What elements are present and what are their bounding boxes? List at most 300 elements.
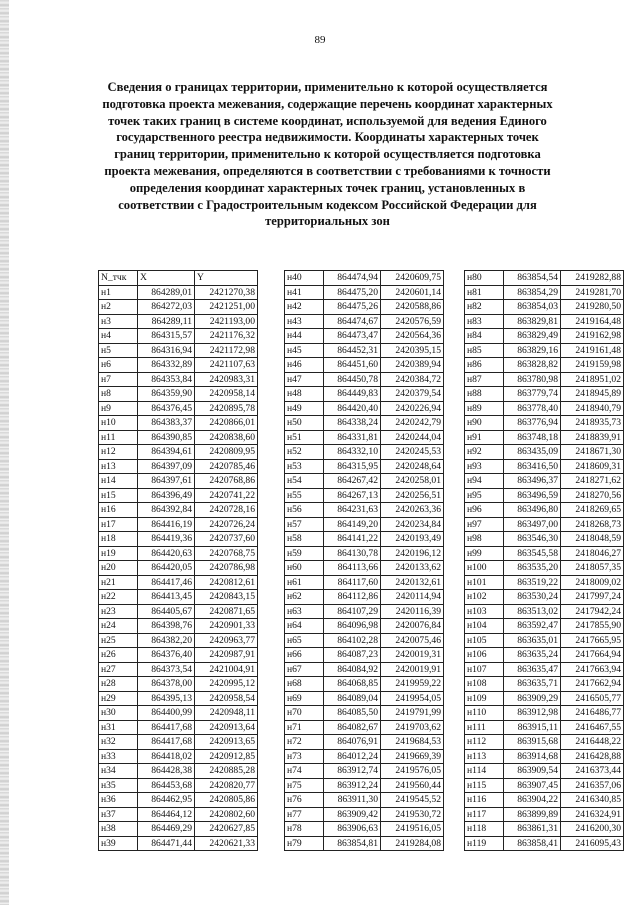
cell-x: 863778,40: [504, 401, 561, 416]
cell-x: 864416,19: [138, 517, 195, 532]
cell-x: 864102,28: [324, 633, 381, 648]
cell-x: 863829,49: [504, 329, 561, 344]
cell-y: 2420601,14: [381, 285, 444, 300]
cell-point-number: н72: [285, 735, 324, 750]
cell-point-number: н27: [99, 662, 138, 677]
cell-y: 2420193,49: [381, 532, 444, 547]
cell-point-number: н105: [465, 633, 504, 648]
cell-point-number: н54: [285, 474, 324, 489]
cell-y: 2421004,91: [195, 662, 258, 677]
cell-x: 863909,42: [324, 807, 381, 822]
cell-point-number: н94: [465, 474, 504, 489]
cell-x: 864475,26: [324, 300, 381, 315]
table-row: [99, 822, 258, 837]
table-row: [99, 300, 258, 315]
cell-x: 864332,89: [138, 358, 195, 373]
table-row: [465, 503, 624, 518]
cell-point-number: н31: [99, 720, 138, 735]
table-row: [465, 387, 624, 402]
table-row: [99, 430, 258, 445]
cell-point-number: н5: [99, 343, 138, 358]
cell-point-number: н118: [465, 822, 504, 837]
table-row: [99, 720, 258, 735]
table-row: [285, 358, 444, 373]
cell-point-number: н95: [465, 488, 504, 503]
cell-point-number: н56: [285, 503, 324, 518]
cell-y: 2419791,99: [381, 706, 444, 721]
table-row: [465, 575, 624, 590]
table-row: [465, 619, 624, 634]
cell-point-number: н41: [285, 285, 324, 300]
cell-point-number: н8: [99, 387, 138, 402]
cell-point-number: н36: [99, 793, 138, 808]
cell-y: 2420768,86: [195, 474, 258, 489]
table-row: [99, 532, 258, 547]
cell-x: 863899,89: [504, 807, 561, 822]
cell-x: 864453,68: [138, 778, 195, 793]
cell-y: 2420075,46: [381, 633, 444, 648]
cell-y: 2418057,35: [561, 561, 624, 576]
cell-x: 864076,91: [324, 735, 381, 750]
coordinates-table-2-wrap: [284, 270, 444, 851]
table-row: [465, 532, 624, 547]
table-row: [465, 285, 624, 300]
table-row: [285, 474, 444, 489]
coordinates-table-3-wrap: [464, 270, 624, 851]
cell-x: 864332,10: [324, 445, 381, 460]
table-row: [465, 314, 624, 329]
table-row: [99, 793, 258, 808]
cell-point-number: н24: [99, 619, 138, 634]
table-row: [99, 633, 258, 648]
table-row: [465, 764, 624, 779]
cell-point-number: н9: [99, 401, 138, 416]
coordinates-table-1: [98, 270, 258, 851]
table-row: [465, 662, 624, 677]
cell-y: 2417662,94: [561, 677, 624, 692]
table-row: [285, 561, 444, 576]
cell-x: 864449,83: [324, 387, 381, 402]
cell-point-number: н70: [285, 706, 324, 721]
cell-y: 2420234,84: [381, 517, 444, 532]
cell-x: 864396,49: [138, 488, 195, 503]
cell-x: 864331,81: [324, 430, 381, 445]
table-row: [99, 474, 258, 489]
cell-y: 2419282,88: [561, 271, 624, 286]
cell-x: 863912,74: [324, 764, 381, 779]
table-row: [285, 619, 444, 634]
cell-y: 2420196,12: [381, 546, 444, 561]
cell-y: 2420913,65: [195, 735, 258, 750]
cell-x: 864373,54: [138, 662, 195, 677]
table-row: [99, 285, 258, 300]
cell-point-number: н40: [285, 271, 324, 286]
cell-point-number: н14: [99, 474, 138, 489]
cell-point-number: н18: [99, 532, 138, 547]
cell-x: 864419,36: [138, 532, 195, 547]
cell-point-number: н91: [465, 430, 504, 445]
cell-y: 2420866,01: [195, 416, 258, 431]
cell-point-number: н84: [465, 329, 504, 344]
cell-point-number: н81: [465, 285, 504, 300]
cell-x: 863907,45: [504, 778, 561, 793]
cell-x: 864087,23: [324, 648, 381, 663]
cell-x: 864394,61: [138, 445, 195, 460]
cell-y: 2420019,91: [381, 662, 444, 677]
table-row: [465, 372, 624, 387]
cell-point-number: н92: [465, 445, 504, 460]
cell-y: 2416486,77: [561, 706, 624, 721]
cell-point-number: н30: [99, 706, 138, 721]
cell-point-number: н44: [285, 329, 324, 344]
cell-x: 863496,59: [504, 488, 561, 503]
cell-x: 864417,68: [138, 735, 195, 750]
cell-y: 2421270,38: [195, 285, 258, 300]
cell-x: 863914,68: [504, 749, 561, 764]
cell-x: 864397,61: [138, 474, 195, 489]
cell-x: 864359,90: [138, 387, 195, 402]
cell-point-number: н87: [465, 372, 504, 387]
table-row: [99, 648, 258, 663]
cell-x: 863906,63: [324, 822, 381, 837]
cell-point-number: н106: [465, 648, 504, 663]
cell-y: 2416095,43: [561, 836, 624, 851]
cell-point-number: н10: [99, 416, 138, 431]
cell-point-number: н50: [285, 416, 324, 431]
cell-y: 2420627,85: [195, 822, 258, 837]
table-row: [285, 590, 444, 605]
cell-point-number: н108: [465, 677, 504, 692]
cell-y: 2418269,65: [561, 503, 624, 518]
cell-point-number: н1: [99, 285, 138, 300]
cell-y: 2418945,89: [561, 387, 624, 402]
cell-point-number: н76: [285, 793, 324, 808]
cell-x: 864378,00: [138, 677, 195, 692]
cell-y: 2416467,55: [561, 720, 624, 735]
cell-y: 2420132,61: [381, 575, 444, 590]
cell-y: 2417942,24: [561, 604, 624, 619]
cell-point-number: н39: [99, 836, 138, 851]
cell-x: 863861,31: [504, 822, 561, 837]
cell-point-number: н20: [99, 561, 138, 576]
cell-x: 863912,98: [504, 706, 561, 721]
cell-x: 864376,45: [138, 401, 195, 416]
cell-x: 864420,40: [324, 401, 381, 416]
table-row: [285, 459, 444, 474]
cell-point-number: н26: [99, 648, 138, 663]
table-row: [285, 749, 444, 764]
table-row: [99, 561, 258, 576]
cell-y: 2421176,32: [195, 329, 258, 344]
cell-point-number: н53: [285, 459, 324, 474]
cell-y: 2420768,75: [195, 546, 258, 561]
cell-point-number: н111: [465, 720, 504, 735]
cell-x: 864474,94: [324, 271, 381, 286]
cell-point-number: н19: [99, 546, 138, 561]
cell-x: 863545,58: [504, 546, 561, 561]
cell-y: 2420786,98: [195, 561, 258, 576]
cell-point-number: н34: [99, 764, 138, 779]
cell-point-number: н101: [465, 575, 504, 590]
cell-x: 864084,92: [324, 662, 381, 677]
cell-point-number: н114: [465, 764, 504, 779]
cell-x: 863635,24: [504, 648, 561, 663]
cell-point-number: н66: [285, 648, 324, 663]
cell-point-number: н21: [99, 575, 138, 590]
cell-y: 2420963,77: [195, 633, 258, 648]
cell-x: 864405,67: [138, 604, 195, 619]
cell-x: 864315,95: [324, 459, 381, 474]
cell-y: 2420133,62: [381, 561, 444, 576]
table-row: [465, 590, 624, 605]
cell-y: 2420737,60: [195, 532, 258, 547]
cell-x: 864113,66: [324, 561, 381, 576]
table-row: [465, 445, 624, 460]
table-row: [285, 836, 444, 851]
table-row: [465, 488, 624, 503]
cell-point-number: н88: [465, 387, 504, 402]
cell-x: 863435,09: [504, 445, 561, 460]
table-row: [465, 778, 624, 793]
cell-point-number: н57: [285, 517, 324, 532]
table-row: [99, 706, 258, 721]
cell-point-number: н75: [285, 778, 324, 793]
cell-point-number: н22: [99, 590, 138, 605]
cell-x: 864451,60: [324, 358, 381, 373]
table-row: [465, 807, 624, 822]
cell-x: 863858,41: [504, 836, 561, 851]
table-row: [285, 662, 444, 677]
header-y: Y: [195, 271, 258, 286]
cell-point-number: н113: [465, 749, 504, 764]
cell-point-number: н67: [285, 662, 324, 677]
cell-y: 2418271,62: [561, 474, 624, 489]
cell-y: 2421193,00: [195, 314, 258, 329]
cell-point-number: н90: [465, 416, 504, 431]
cell-x: 864417,46: [138, 575, 195, 590]
cell-x: 864353,84: [138, 372, 195, 387]
cell-y: 2418671,30: [561, 445, 624, 460]
cell-y: 2420785,46: [195, 459, 258, 474]
cell-point-number: н37: [99, 807, 138, 822]
cell-x: 864475,20: [324, 285, 381, 300]
table-row: [99, 445, 258, 460]
cell-x: 864149,20: [324, 517, 381, 532]
cell-y: 2420256,51: [381, 488, 444, 503]
cell-y: 2420958,54: [195, 691, 258, 706]
cell-x: 863829,16: [504, 343, 561, 358]
table-row: [99, 590, 258, 605]
cell-point-number: н23: [99, 604, 138, 619]
cell-x: 863635,01: [504, 633, 561, 648]
cell-x: 864418,02: [138, 749, 195, 764]
cell-y: 2420726,24: [195, 517, 258, 532]
cell-x: 863915,68: [504, 735, 561, 750]
table-row: [285, 271, 444, 286]
table-row: [285, 648, 444, 663]
table-row: [465, 430, 624, 445]
table-row: [285, 387, 444, 402]
cell-x: 863635,71: [504, 677, 561, 692]
cell-x: 864392,84: [138, 503, 195, 518]
cell-x: 864383,37: [138, 416, 195, 431]
cell-x: 863496,80: [504, 503, 561, 518]
cell-point-number: н4: [99, 329, 138, 344]
cell-y: 2418270,56: [561, 488, 624, 503]
cell-point-number: н60: [285, 561, 324, 576]
cell-point-number: н71: [285, 720, 324, 735]
cell-y: 2420809,95: [195, 445, 258, 460]
table-row: [285, 575, 444, 590]
cell-point-number: н61: [285, 575, 324, 590]
table-row: [99, 764, 258, 779]
scan-edge: [0, 0, 9, 905]
cell-y: 2416373,44: [561, 764, 624, 779]
table-row: [99, 517, 258, 532]
cell-y: 2420019,31: [381, 648, 444, 663]
cell-point-number: н78: [285, 822, 324, 837]
table-row: [99, 662, 258, 677]
cell-point-number: н42: [285, 300, 324, 315]
cell-x: 863915,11: [504, 720, 561, 735]
cell-x: 864112,86: [324, 590, 381, 605]
cell-x: 864382,20: [138, 633, 195, 648]
table-row: [465, 343, 624, 358]
cell-x: 864452,31: [324, 343, 381, 358]
cell-x: 863854,81: [324, 836, 381, 851]
cell-y: 2419159,98: [561, 358, 624, 373]
cell-x: 863546,30: [504, 532, 561, 547]
cell-x: 863911,30: [324, 793, 381, 808]
cell-x: 863497,00: [504, 517, 561, 532]
table-row: [99, 749, 258, 764]
cell-point-number: н77: [285, 807, 324, 822]
cell-y: 2420895,78: [195, 401, 258, 416]
cell-x: 863909,29: [504, 691, 561, 706]
table-row: [465, 648, 624, 663]
cell-y: 2419576,05: [381, 764, 444, 779]
cell-x: 864068,85: [324, 677, 381, 692]
cell-point-number: н58: [285, 532, 324, 547]
table-row: [465, 720, 624, 735]
cell-y: 2420076,84: [381, 619, 444, 634]
cell-point-number: н97: [465, 517, 504, 532]
table-row: [285, 517, 444, 532]
cell-y: 2419703,62: [381, 720, 444, 735]
table-row: [99, 575, 258, 590]
table-row: [285, 445, 444, 460]
cell-y: 2419669,39: [381, 749, 444, 764]
cell-x: 863854,54: [504, 271, 561, 286]
table-row: [465, 358, 624, 373]
cell-x: 864289,01: [138, 285, 195, 300]
cell-point-number: н38: [99, 822, 138, 837]
table-row: [285, 720, 444, 735]
table-row: [465, 822, 624, 837]
cell-x: 864471,44: [138, 836, 195, 851]
table-row: [465, 401, 624, 416]
table-row: [99, 619, 258, 634]
cell-point-number: н80: [465, 271, 504, 286]
cell-x: 864315,57: [138, 329, 195, 344]
cell-y: 2420901,33: [195, 619, 258, 634]
cell-x: 863416,50: [504, 459, 561, 474]
table-row: [465, 749, 624, 764]
cell-x: 863519,22: [504, 575, 561, 590]
table-row: [465, 474, 624, 489]
cell-y: 2420258,01: [381, 474, 444, 489]
cell-x: 864397,09: [138, 459, 195, 474]
table-row: [285, 416, 444, 431]
cell-y: 2420871,65: [195, 604, 258, 619]
cell-x: 864417,68: [138, 720, 195, 735]
cell-x: 863912,24: [324, 778, 381, 793]
cell-y: 2417665,95: [561, 633, 624, 648]
table-row: [99, 314, 258, 329]
cell-x: 864267,42: [324, 474, 381, 489]
table-row: [465, 546, 624, 561]
cell-y: 2420263,36: [381, 503, 444, 518]
table-row: [285, 488, 444, 503]
cell-x: 864082,67: [324, 720, 381, 735]
cell-y: 2421251,00: [195, 300, 258, 315]
cell-point-number: н59: [285, 546, 324, 561]
cell-x: 864469,29: [138, 822, 195, 837]
cell-y: 2419530,72: [381, 807, 444, 822]
cell-point-number: н63: [285, 604, 324, 619]
table-row: [99, 677, 258, 692]
table-row: [99, 343, 258, 358]
cell-y: 2420912,85: [195, 749, 258, 764]
cell-point-number: н82: [465, 300, 504, 315]
cell-y: 2420248,64: [381, 459, 444, 474]
cell-point-number: н112: [465, 735, 504, 750]
table-row: [99, 778, 258, 793]
cell-point-number: н73: [285, 749, 324, 764]
cell-y: 2420728,16: [195, 503, 258, 518]
cell-point-number: н2: [99, 300, 138, 315]
cell-y: 2420885,28: [195, 764, 258, 779]
table-row: [99, 387, 258, 402]
cell-y: 2416505,77: [561, 691, 624, 706]
cell-y: 2419164,48: [561, 314, 624, 329]
cell-y: 2418609,31: [561, 459, 624, 474]
table-row: [285, 807, 444, 822]
cell-y: 2420379,54: [381, 387, 444, 402]
cell-y: 2420913,64: [195, 720, 258, 735]
cell-x: 864231,63: [324, 503, 381, 518]
table-row: [465, 271, 624, 286]
cell-point-number: н25: [99, 633, 138, 648]
cell-point-number: н86: [465, 358, 504, 373]
cell-point-number: н116: [465, 793, 504, 808]
cell-y: 2420995,12: [195, 677, 258, 692]
header-point-number: N_тчк: [99, 271, 138, 286]
cell-point-number: н103: [465, 604, 504, 619]
cell-x: 863592,47: [504, 619, 561, 634]
cell-y: 2416324,91: [561, 807, 624, 822]
cell-y: 2419545,52: [381, 793, 444, 808]
cell-y: 2418951,02: [561, 372, 624, 387]
cell-y: 2419280,50: [561, 300, 624, 315]
table-row: [285, 343, 444, 358]
cell-y: 2418839,91: [561, 430, 624, 445]
cell-y: 2420843,15: [195, 590, 258, 605]
cell-point-number: н46: [285, 358, 324, 373]
cell-point-number: н55: [285, 488, 324, 503]
cell-x: 864420,63: [138, 546, 195, 561]
cell-point-number: н48: [285, 387, 324, 402]
